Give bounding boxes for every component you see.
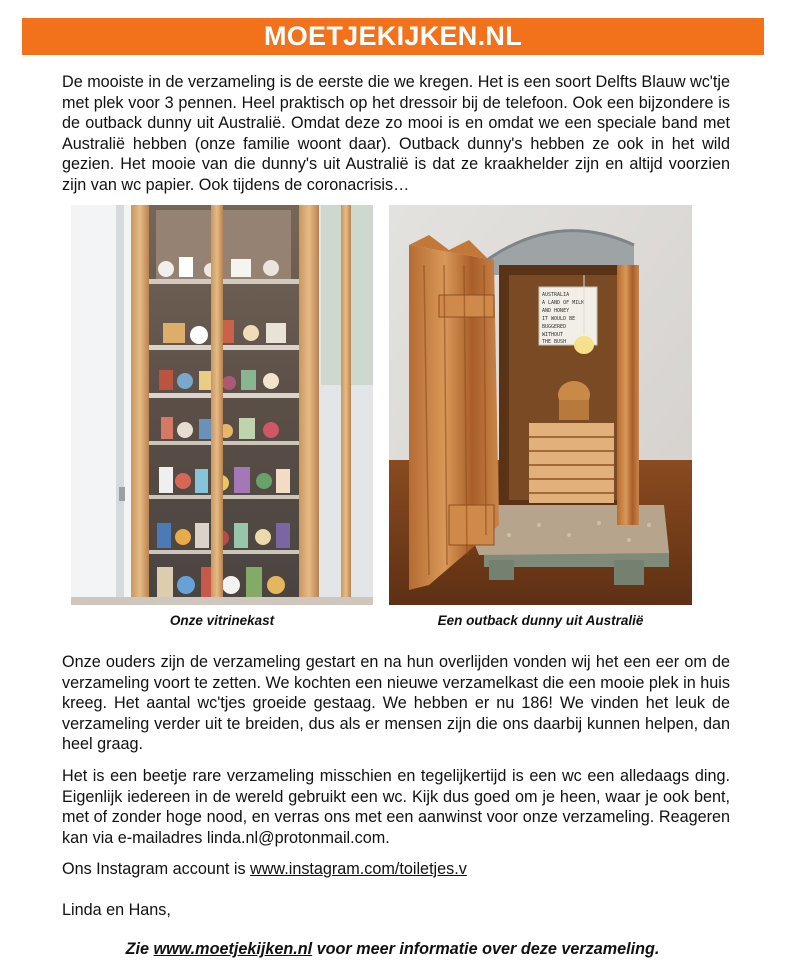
footer-link[interactable]: www.moetjekijken.nl [153, 940, 313, 958]
instagram-link[interactable]: www.instagram.com/toiletjes.v [250, 860, 467, 878]
sign-line: BUGGERED [542, 324, 567, 330]
cabinet-caption: Onze vitrinekast [169, 613, 275, 628]
footer-note [0, 940, 785, 959]
instagram-line [62, 859, 730, 880]
dunny-caption: Een outback dunny uit Australië [437, 613, 644, 628]
site-title: MOETJEKIJKEN.NL [263, 21, 523, 51]
sign-line: A LAND OF MILK [542, 300, 585, 306]
sign-line: WITHOUT [542, 332, 564, 338]
sign-line: THE BUSH [542, 339, 567, 345]
dunny-illustration [389, 205, 692, 605]
sign-line: IT WOULD BE [542, 316, 576, 322]
site-banner [22, 18, 764, 55]
footer-suffix: voor meer informatie over deze verzameling. [312, 940, 660, 958]
dunny-photo [389, 205, 692, 605]
signature: Linda en Hans, [62, 901, 171, 919]
cabinet-photo [71, 205, 373, 605]
instagram-prefix: Ons Instagram account is [62, 860, 251, 878]
contact-paragraph: Het is een beetje rare verzameling misschien en tegelijkertijd is een wc een alledaags ding. Eigenlijk iedereen in de wereld gebruikt een wc. Kijk dus goed om je heen, waar je ook bent, met of zonder hoge nood, en verras ons met een aanwinst voor onze verzameling. Reageren kan via e-mailadres linda.nl@protonmail.com. [62, 767, 730, 847]
cabinet-illustration [71, 205, 373, 605]
footer-prefix: Zie [125, 940, 154, 958]
sign-line: AND HONEY [542, 308, 570, 314]
intro-paragraph: De mooiste in de verzameling is de eerste die we kregen. Het is een soort Delfts Blauw wc'tje met plek voor 3 pennen. Heel praktisch op het dressoir bij de telefoon. Ook een bijzondere is de outback dunny uit Australië. Omdat deze zo mooi is en omdat we een speciale band met Australië hebben (onze familie woont daar). Outback dunny's hebben ze ook in het wild gezien. Het mooie van die dunny's uit Australië is dat ze kraakhelder zijn en altijd voorzien zijn van wc papier. Ook tijdens de coronacrisis… [62, 73, 730, 194]
sign-line: AUSTRALIA [542, 292, 570, 298]
collection-paragraph: Onze ouders zijn de verzameling gestart en na hun overlijden vonden wij het een eer om de verzameling voort te zetten. We kochten een nieuwe verzamelkast die een mooie plek in huis kreeg. Het aantal wc'tjes groeide gestaag. We hebben er nu 186! We vinden het leuk de verzameling verder uit te breiden, dus als er mensen zijn die ons daarbij kunnen helpen, dan heel graag. [62, 653, 730, 753]
